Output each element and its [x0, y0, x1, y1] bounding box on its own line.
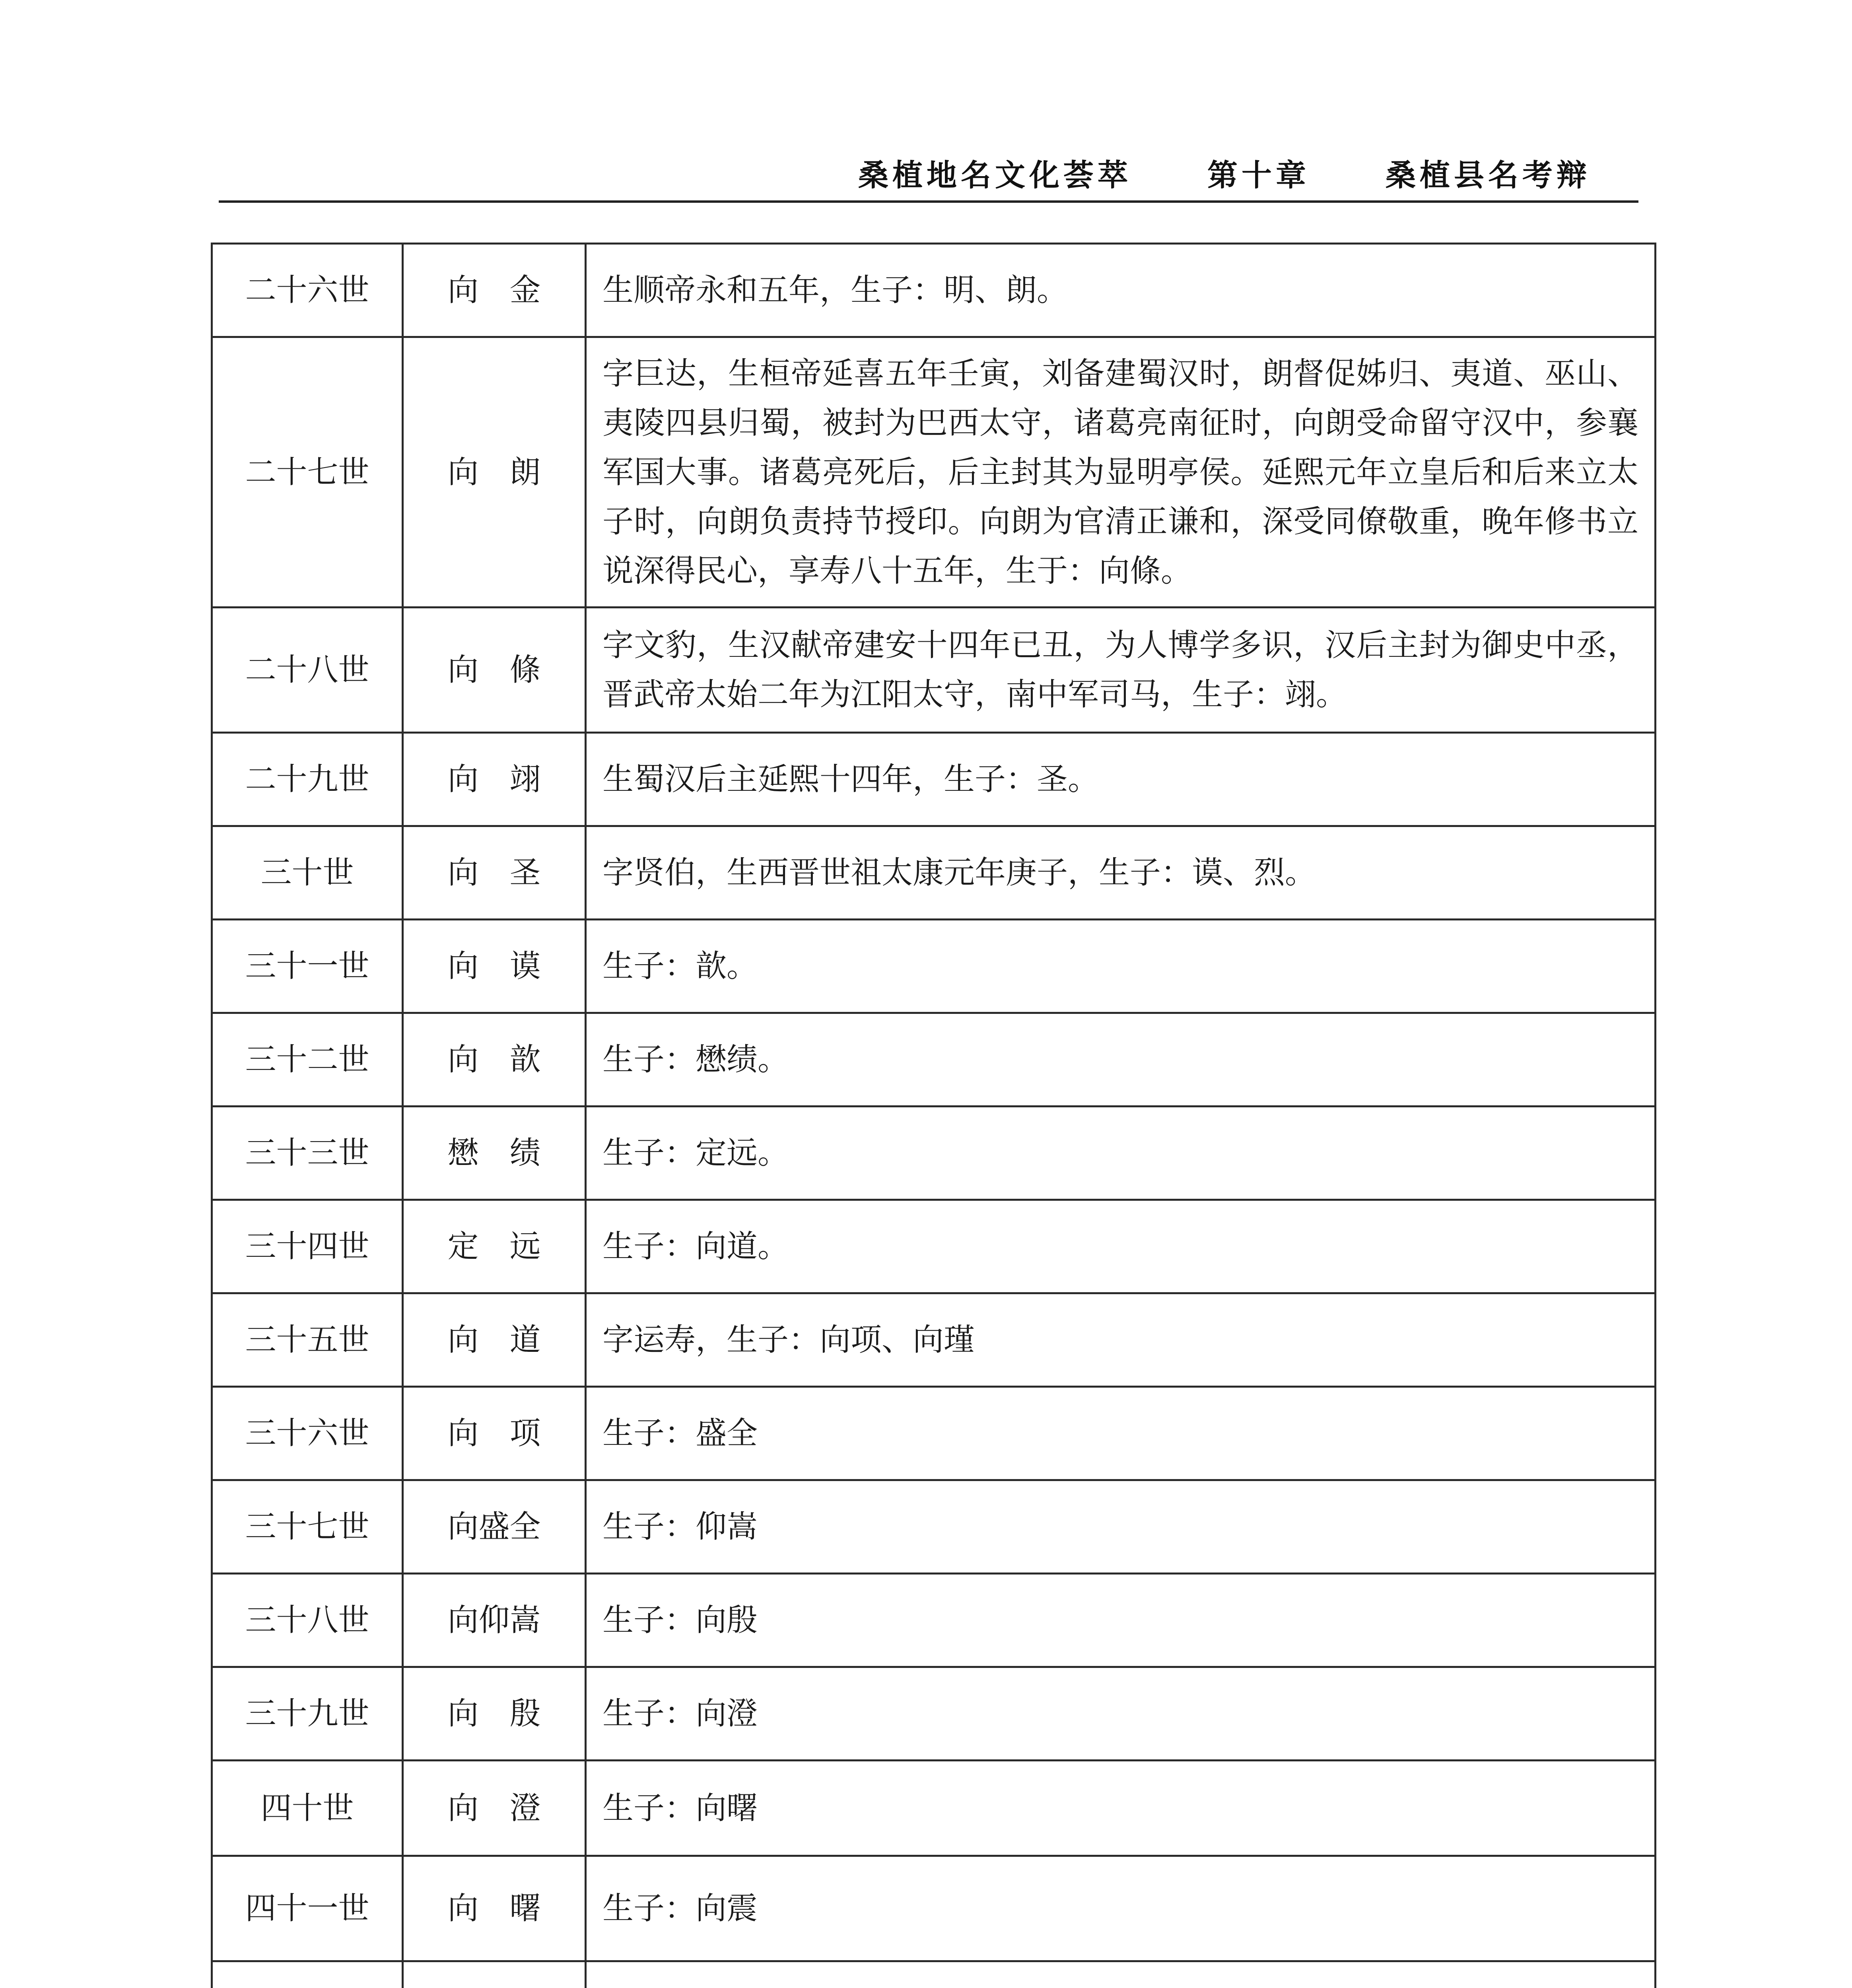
generation-cell: 三十八世 — [212, 1574, 403, 1667]
name-cell: 向 歆 — [403, 1013, 586, 1107]
name-cell: 向 殷 — [403, 1667, 586, 1761]
description-cell: 生子：懋绩。 — [586, 1013, 1656, 1107]
table-row — [212, 337, 1656, 608]
name-cell: 向 项 — [403, 1387, 586, 1480]
name-cell: 定 远 — [403, 1200, 586, 1293]
description-cell: 生子：向道。 — [586, 1200, 1656, 1293]
name-cell: 向 道 — [403, 1293, 586, 1387]
generation-cell: 三十四世 — [212, 1200, 403, 1293]
table-row — [212, 733, 1656, 826]
generation-cell: 四十一世 — [212, 1856, 403, 1961]
table-row — [212, 1293, 1656, 1387]
name-cell: 向 澄 — [403, 1761, 586, 1856]
table-row — [212, 920, 1656, 1013]
generation-cell: 三十三世 — [212, 1107, 403, 1200]
name-cell — [403, 1961, 586, 1988]
generation-cell: 三十六世 — [212, 1387, 403, 1480]
generation-cell: 二十六世 — [212, 244, 403, 337]
book-title: 桑植地名文化荟萃 — [858, 157, 1132, 193]
table-row — [212, 608, 1656, 733]
generation-cell: 三十一世 — [212, 920, 403, 1013]
generation-cell: 四十世 — [212, 1761, 403, 1856]
description-cell: 生子：向震 — [586, 1856, 1656, 1961]
table-row — [212, 244, 1656, 337]
description-cell: 字巨达，生桓帝延喜五年壬寅，刘备建蜀汉时，朗督促姊归、夷道、巫山、夷陵四县归蜀，被封为巴西太守，诸葛亮南征时，向朗受命留守汉中，参襄军国大事。诸葛亮死后，后主封其为显明亭侯。延熙元年立皇后和后来立太子时，向朗负责持节授印。向朗为官清正谦和，深受同僚敬重，晚年修书立说深得民心，享寿八十五年，生于：向條。 — [586, 337, 1656, 608]
description-cell: 生子：向曙 — [586, 1761, 1656, 1856]
description-cell: 字贤伯，生西晋世祖太康元年庚子，生子：谟、烈。 — [586, 826, 1656, 920]
description-cell: 生子：定远。 — [586, 1107, 1656, 1200]
table-row — [212, 1200, 1656, 1293]
name-cell: 向 條 — [403, 608, 586, 733]
description-cell — [586, 1961, 1656, 1988]
table-row — [212, 1574, 1656, 1667]
name-cell: 向 曙 — [403, 1856, 586, 1961]
generation-cell — [212, 1961, 403, 1988]
generation-cell: 二十八世 — [212, 608, 403, 733]
name-cell: 向盛全 — [403, 1480, 586, 1574]
table-row — [212, 1856, 1656, 1961]
name-cell: 向仰嵩 — [403, 1574, 586, 1667]
name-cell: 向 翊 — [403, 733, 586, 826]
description-cell: 生子：向殷 — [586, 1574, 1656, 1667]
table-row — [212, 1667, 1656, 1761]
table-row — [212, 826, 1656, 920]
running-header-text — [858, 151, 1591, 194]
table-row — [212, 1387, 1656, 1480]
description-cell: 生蜀汉后主延熙十四年，生子：圣。 — [586, 733, 1656, 826]
generation-cell: 三十世 — [212, 826, 403, 920]
generation-cell: 三十九世 — [212, 1667, 403, 1761]
chapter-number: 第十章 — [1207, 157, 1310, 193]
generation-cell: 二十七世 — [212, 337, 403, 608]
description-cell: 生子：仰嵩 — [586, 1480, 1656, 1574]
generation-cell: 三十七世 — [212, 1480, 403, 1574]
table-row — [212, 1013, 1656, 1107]
name-cell: 向 圣 — [403, 826, 586, 920]
description-cell: 生子：歆。 — [586, 920, 1656, 1013]
table-row — [212, 1961, 1656, 1988]
name-cell: 向 谟 — [403, 920, 586, 1013]
table-row — [212, 1761, 1656, 1856]
description-cell: 生子：盛全 — [586, 1387, 1656, 1480]
name-cell: 懋 绩 — [403, 1107, 586, 1200]
description-cell: 字文豹，生汉献帝建安十四年已丑，为人博学多识，汉后主封为御史中丞，晋武帝太始二年为江阳太守，南中军司马，生子：翊。 — [586, 608, 1656, 733]
name-cell: 向 朗 — [403, 337, 586, 608]
genealogy-table — [211, 243, 1656, 1988]
running-header — [219, 143, 1638, 203]
generation-cell: 二十九世 — [212, 733, 403, 826]
table-row — [212, 1480, 1656, 1574]
description-cell: 生子：向澄 — [586, 1667, 1656, 1761]
table-row — [212, 1107, 1656, 1200]
generation-cell: 三十二世 — [212, 1013, 403, 1107]
chapter-title: 桑植县名考辩 — [1386, 157, 1591, 193]
description-cell: 生顺帝永和五年，生子：明、朗。 — [586, 244, 1656, 337]
description-cell: 字运寿，生子：向项、向瑾 — [586, 1293, 1656, 1387]
generation-cell: 三十五世 — [212, 1293, 403, 1387]
name-cell: 向 金 — [403, 244, 586, 337]
